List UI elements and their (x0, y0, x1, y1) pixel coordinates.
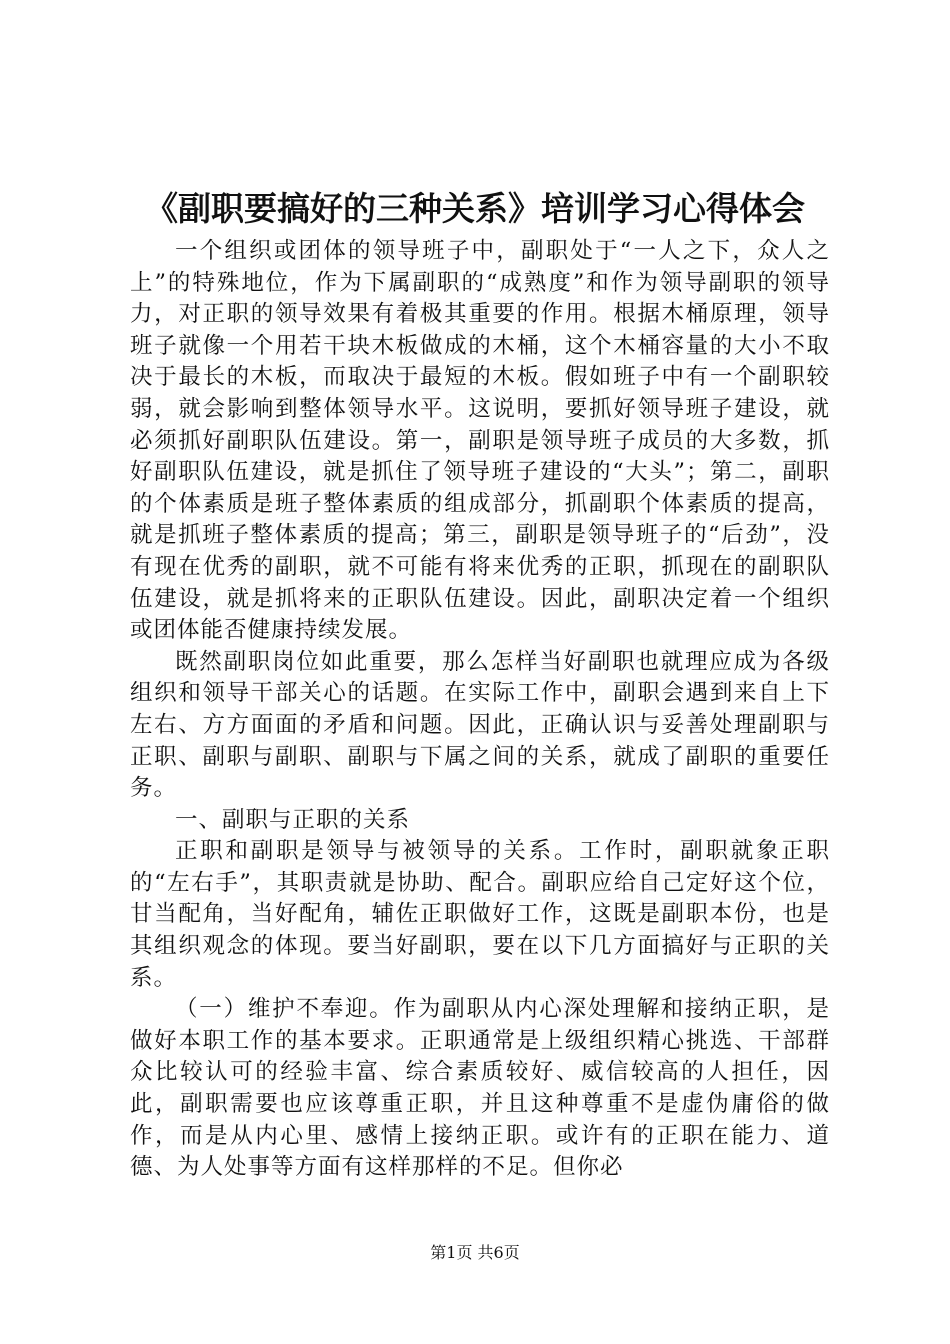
paragraph-intro: 一个组织或团体的领导班子中，副职处于“一人之下，众人之上”的特殊地位，作为下属副职的“成熟度”和作为领导副职的领导力，对正职的领导效果有着极其重要的作用。根据木桶原理，领导班子就像一个用若干块木板做成的木桶，这个木桶容量的大小不取决于最长的木板，而取决于最短的木板。假如班子中有一个副职较弱，就会影响到整体领导水平。这说明，要抓好领导班子建设，就必须抓好副职队伍建设。第一，副职是领导班子成员的大多数，抓好副职队伍建设，就是抓住了领导班子建设的“大头”；第二，副职的个体素质是班子整体素质的组成部分，抓副职个体素质的提高，就是抓班子整体素质的提高；第三，副职是领导班子的“后劲”，没有现在优秀的副职，就不可能有将来优秀的正职，抓现在的副职队伍建设，就是抓将来的正职队伍建设。因此，副职决定着一个组织或团体能否健康持续发展。 (130, 238, 830, 644)
page-footer: 第1页 共6页 (430, 1243, 520, 1262)
paragraph-importance: 既然副职岗位如此重要，那么怎样当好副职也就理应成为各级组织和领导干部关心的话题。在实际工作中，副职会遇到来自上下左右、方方面面的矛盾和问题。因此，正确认识与妥善处理副职与正职、副职与副职、副职与下属之间的关系，就成了副职的重要任务。 (130, 648, 830, 802)
document-body (130, 236, 830, 1184)
paragraph-relation: 正职和副职是领导与被领导的关系。工作时，副职就象正职的“左右手”，其职责就是协助、配合。副职应给自己定好这个位，甘当配角，当好配角，辅佐正职做好工作，这既是副职本份，也是其组织观念的体现。要当好副职，要在以下几方面搞好与正职的关系。 (130, 838, 830, 991)
paragraph-point-1: （一）维护不奉迎。作为副职从内心深处理解和接纳正职，是做好本职工作的基本要求。正职通常是上级组织精心挑选、干部群众比较认可的经验丰富、综合素质较好、威信较高的人担任，因此，副职需要也应该尊重正职，并且这种尊重不是虚伪庸俗的做作，而是从内心里、感情上接纳正职。或许有的正职在能力、道德、为人处事等方面有这样那样的不足。但你必 (130, 996, 830, 1181)
document-title: 《副职要搞好的三种关系》培训学习心得体会 (145, 189, 805, 228)
section-heading-1: 一、副职与正职的关系 (175, 806, 411, 833)
